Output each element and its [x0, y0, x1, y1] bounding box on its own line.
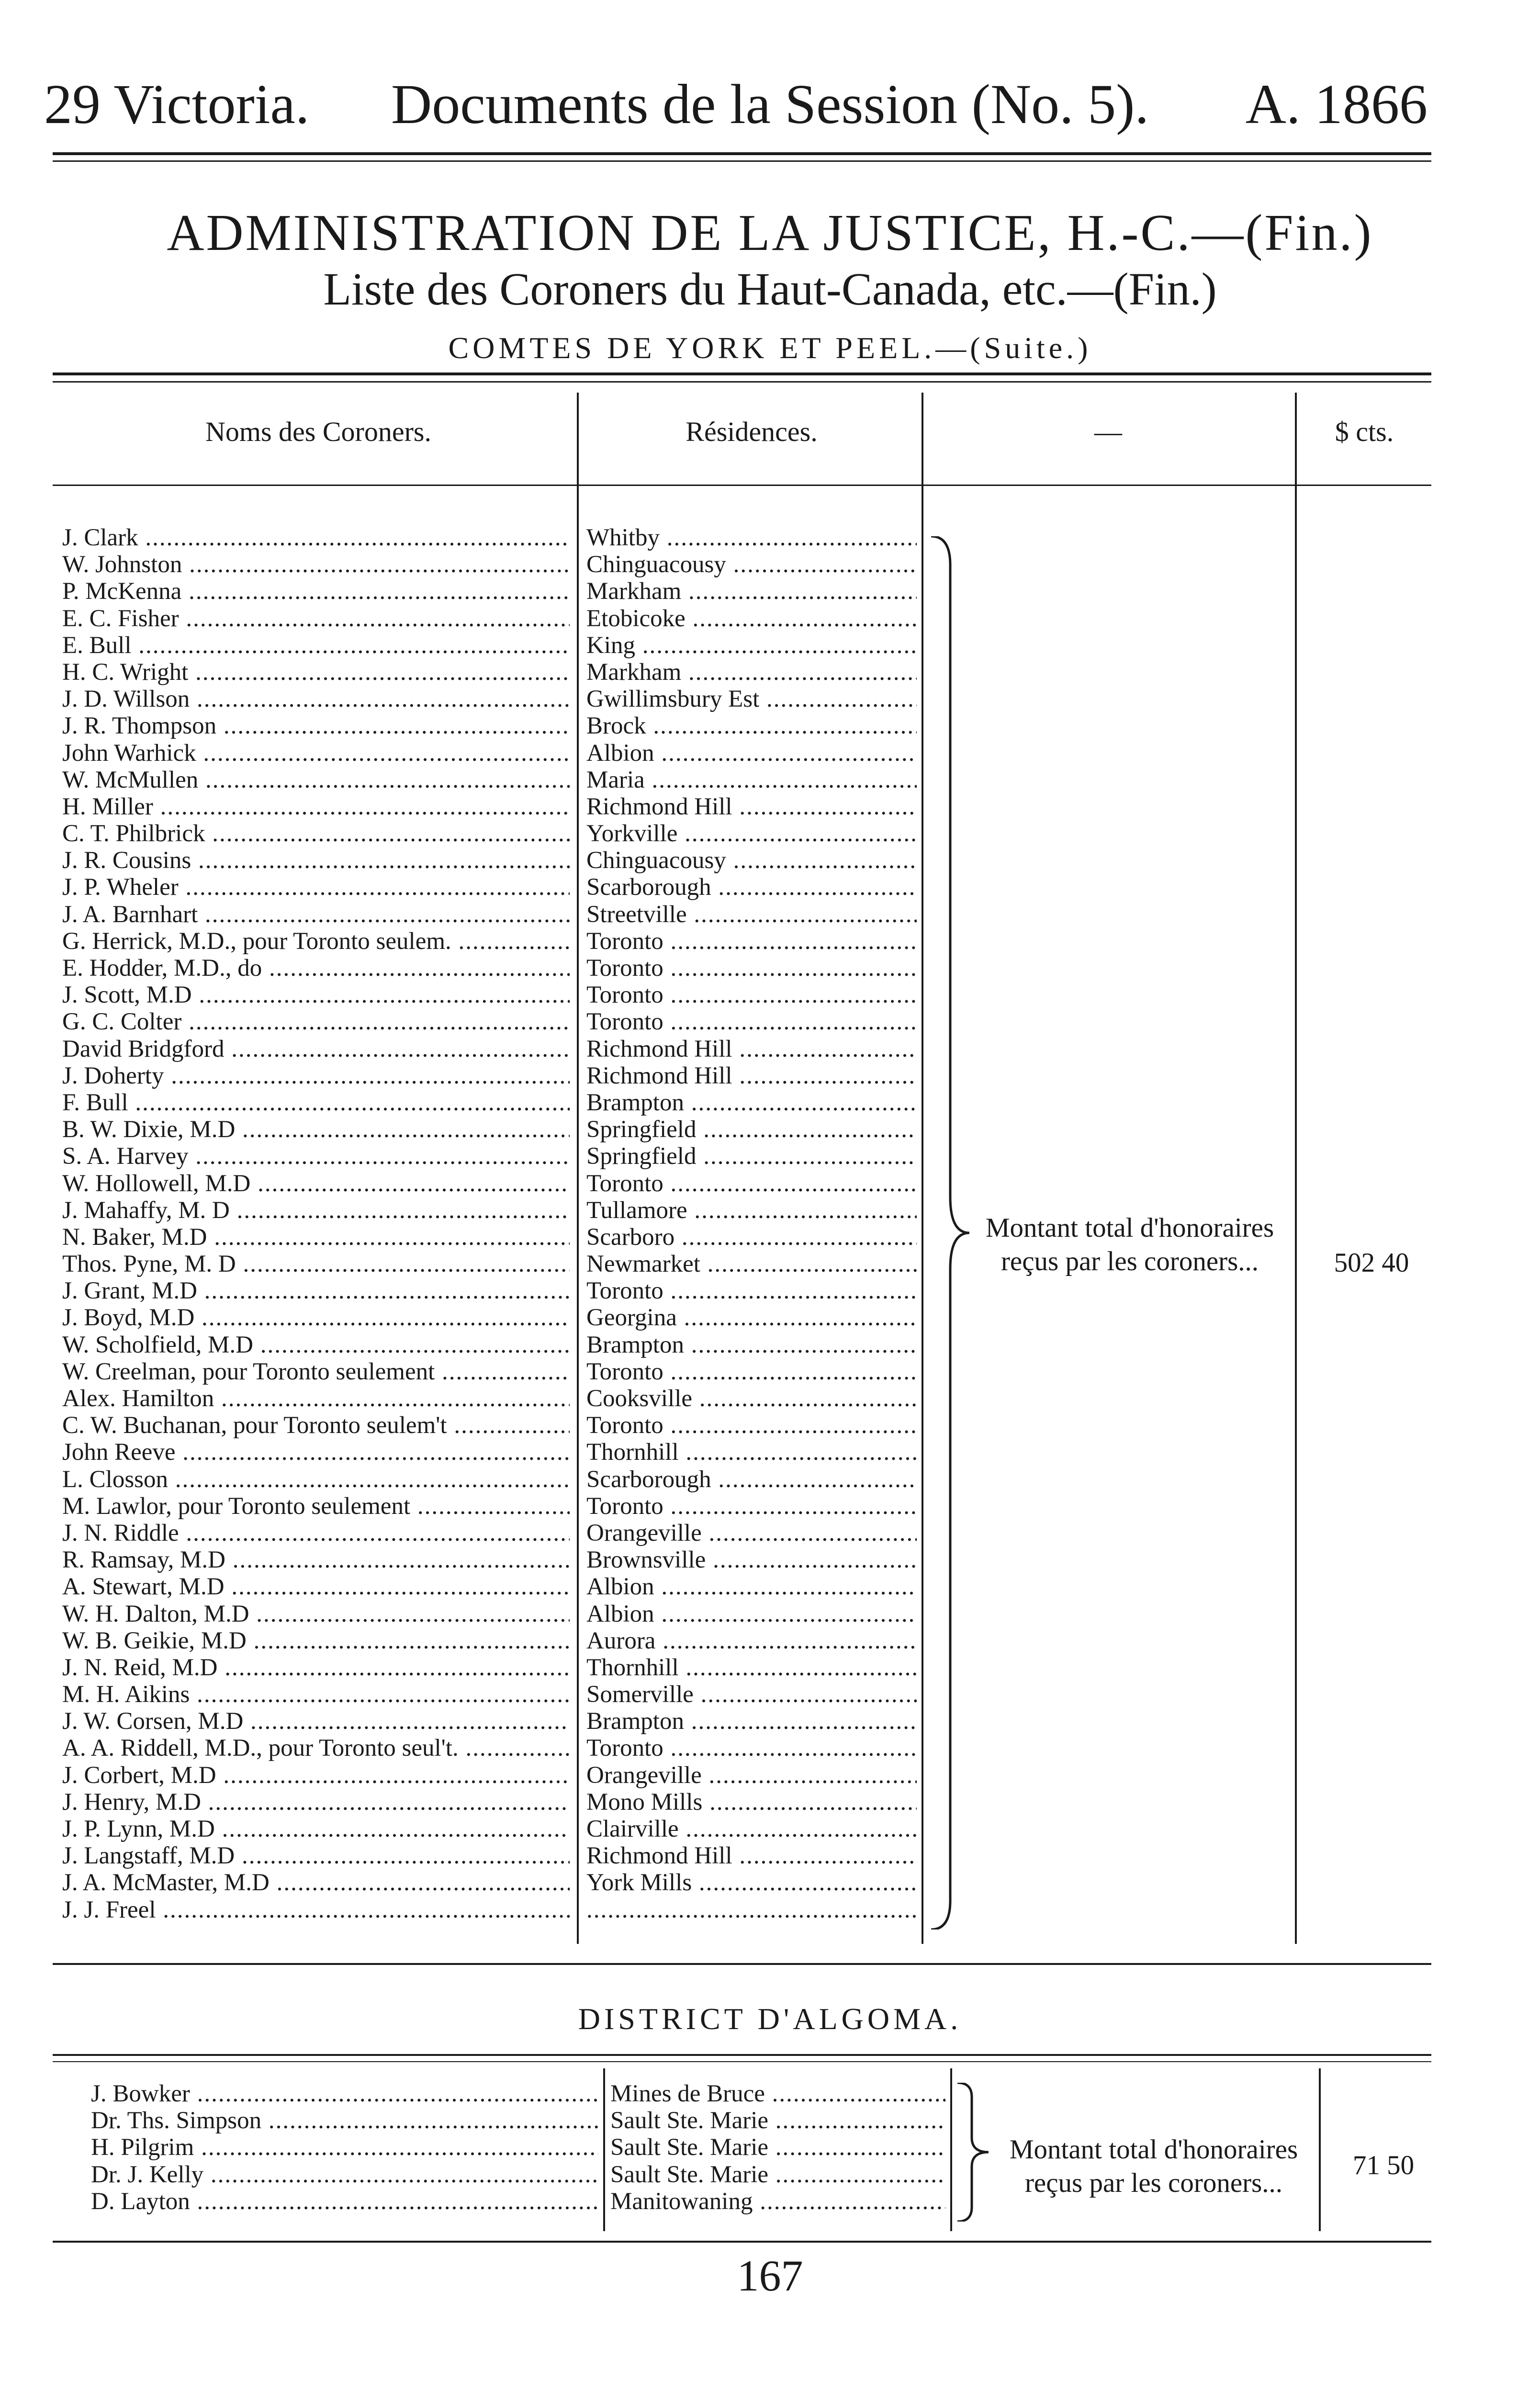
total-label-york-peel: Montant total d'honoraires reçus par les coroners...: [985, 1213, 1274, 1276]
york_peel-residence: Thornhill .....: [586, 1654, 917, 1681]
table-top-rule-thin: [53, 381, 1431, 383]
york_peel-residence: Richmond Hill .....: [586, 793, 917, 820]
york_peel-name: John Warhick .....: [62, 740, 570, 767]
section-title-york-peel: COMTES DE YORK ET PEEL.—(Suite.): [448, 331, 1092, 365]
york_peel-name: David Bridgford .....: [62, 1036, 570, 1062]
york_peel-residence: Toronto .....: [586, 1358, 917, 1385]
york_peel-name: J. J. Freel .....: [62, 1896, 570, 1923]
running-header-center: Documents de la Session (No. 5).: [391, 73, 1149, 135]
york_peel-residence: Albion .....: [586, 1601, 917, 1627]
york_peel-name: Thos. Pyne, M. D .....: [62, 1251, 570, 1277]
york_peel-name: J. N. Reid, M.D .....: [62, 1654, 570, 1681]
york_peel-name: W. Johnston .....: [62, 551, 570, 578]
column-header-amount: $ cts.: [1335, 416, 1394, 447]
york_peel-residence: Tullamore .....: [586, 1197, 917, 1224]
algoma-residence: Sault Ste. Marie .....: [610, 2134, 945, 2161]
york_peel-name: P. McKenna .....: [62, 578, 570, 605]
york_peel-residence: Toronto .....: [586, 1493, 917, 1520]
york_peel-name: J. P. Wheler .....: [62, 874, 570, 901]
table-top-rule: [53, 372, 1431, 375]
york_peel-name: W. H. Dalton, M.D .....: [62, 1601, 570, 1627]
york_peel-residence: Albion .....: [586, 1573, 917, 1600]
york_peel-name: M. H. Aikins .....: [62, 1681, 570, 1708]
york_peel-residence: Toronto .....: [586, 1277, 917, 1304]
york_peel-name: R. Ramsay, M.D .....: [62, 1546, 570, 1573]
header-rule-bottom: [53, 160, 1431, 162]
york_peel-residence: Aurora .....: [586, 1627, 917, 1654]
document-subtitle: Liste des Coroners du Haut-Canada, etc.—(Fin.): [323, 263, 1217, 315]
york_peel-residence: Cooksville .....: [586, 1385, 917, 1412]
algoma-residence: Manitowaning .....: [610, 2188, 945, 2215]
york_peel-residence: York Mills .....: [586, 1869, 917, 1896]
york_peel-name: J. N. Riddle .....: [62, 1520, 570, 1546]
column-header-dash: —: [1094, 416, 1122, 447]
york_peel-residence: Markham .....: [586, 578, 917, 605]
column-header-residences: Résidences.: [686, 416, 818, 447]
section-end-rule: [53, 1963, 1431, 1965]
york_peel-residence: Richmond Hill .....: [586, 1062, 917, 1089]
york_peel-residence: Georgina .....: [586, 1304, 917, 1331]
york_peel-name: J. Henry, M.D .....: [62, 1789, 570, 1816]
york_peel-residence: Richmond Hill .....: [586, 1036, 917, 1062]
header-rule-top: [53, 152, 1431, 155]
york_peel-name: A. Stewart, M.D .....: [62, 1573, 570, 1600]
algoma-name: Dr. Ths. Simpson .....: [91, 2107, 598, 2134]
york_peel-residence: Toronto .....: [586, 955, 917, 982]
york_peel-residence: Chinguacousy .....: [586, 551, 917, 578]
york_peel-residence: Springfield .....: [586, 1116, 917, 1143]
york_peel-name: L. Closson .....: [62, 1466, 570, 1493]
york_peel-name: E. Hodder, M.D., do .....: [62, 955, 570, 982]
algoma-name: J. Bowker .....: [91, 2080, 598, 2107]
york_peel-name: G. Herrick, M.D., pour Toronto seulem. .....: [62, 928, 570, 955]
column-divider: [1295, 393, 1297, 1944]
york_peel-name: W. Scholfield, M.D .....: [62, 1332, 570, 1358]
york_peel-residence: Toronto .....: [586, 982, 917, 1008]
york_peel-residence: Streetville .....: [586, 901, 917, 928]
column-divider: [577, 393, 579, 1944]
york_peel-name: John Reeve .....: [62, 1439, 570, 1466]
york_peel-residence: King .....: [586, 632, 917, 659]
york_peel-residence: Scarborough .....: [586, 874, 917, 901]
york_peel-name: C. W. Buchanan, pour Toronto seulem't .....: [62, 1412, 570, 1439]
york_peel-residence: Brampton .....: [586, 1089, 917, 1116]
york_peel-residence: Toronto .....: [586, 1170, 917, 1197]
york_peel-residence: Albion .....: [586, 740, 917, 767]
york_peel-name: E. C. Fisher .....: [62, 605, 570, 632]
york_peel-residence: Orangeville .....: [586, 1520, 917, 1546]
york_peel-name: J. R. Thompson .....: [62, 712, 570, 739]
york_peel-name: C. T. Philbrick .....: [62, 820, 570, 847]
york_peel-residence: Brampton .....: [586, 1708, 917, 1735]
algoma-residence: Sault Ste. Marie .....: [610, 2107, 945, 2134]
algoma-name: D. Layton .....: [91, 2188, 598, 2215]
york_peel-name: J. W. Corsen, M.D .....: [62, 1708, 570, 1735]
column-header-names: Noms des Coroners.: [205, 416, 431, 447]
algoma-residence: Mines de Bruce .....: [610, 2080, 945, 2107]
column-divider: [603, 2068, 605, 2231]
york_peel-name: W. Creelman, pour Toronto seulement .....: [62, 1358, 570, 1385]
total-label-algoma: Montant total d'honoraires reçus par les coroners...: [1009, 2134, 1298, 2198]
york_peel-name: F. Bull .....: [62, 1089, 570, 1116]
algoma-bottom-rule: [53, 2241, 1431, 2243]
algoma-residences-column: [610, 2080, 945, 2215]
york_peel-residence: Thornhill .....: [586, 1439, 917, 1466]
york_peel-name: N. Baker, M.D .....: [62, 1224, 570, 1251]
york_peel-residence: Toronto .....: [586, 1008, 917, 1035]
york_peel-name: Alex. Hamilton .....: [62, 1385, 570, 1412]
york_peel-name: M. Lawlor, pour Toronto seulement .....: [62, 1493, 570, 1520]
york_peel-residence: Gwillimsbury Est .....: [586, 686, 917, 712]
york_peel-name: J. P. Lynn, M.D .....: [62, 1816, 570, 1842]
document-title: ADMINISTRATION DE LA JUSTICE, H.-C.—(Fin.): [167, 204, 1373, 261]
york_peel-name: H. C. Wright .....: [62, 659, 570, 686]
york_peel-name: J. D. Willson .....: [62, 686, 570, 712]
algoma-top-rule-thin: [53, 2061, 1431, 2062]
york_peel-residence: Clairville .....: [586, 1816, 917, 1842]
york_peel-name: J. Grant, M.D .....: [62, 1277, 570, 1304]
york_peel-name: J. R. Cousins .....: [62, 847, 570, 874]
york_peel-residence: Etobicoke .....: [586, 605, 917, 632]
york_peel-residence: Maria .....: [586, 767, 917, 793]
york_peel-name: J. Mahaffy, M. D .....: [62, 1197, 570, 1224]
algoma-residence: Sault Ste. Marie .....: [610, 2161, 945, 2188]
york_peel-residence: Markham .....: [586, 659, 917, 686]
york_peel-name: J. Boyd, M.D .....: [62, 1304, 570, 1331]
algoma-names-column: [91, 2080, 598, 2215]
amount-algoma: 71 50: [1352, 2150, 1415, 2180]
york_peel-residence: Toronto .....: [586, 1735, 917, 1761]
york_peel-name: A. A. Riddell, M.D., pour Toronto seul't. .....: [62, 1735, 570, 1761]
section-title-algoma: DISTRICT D'ALGOMA.: [578, 2002, 962, 2036]
york_peel-residence: Scarboro .....: [586, 1224, 917, 1251]
york_peel-name: W. McMullen .....: [62, 767, 570, 793]
york_peel-residence: Richmond Hill .....: [586, 1842, 917, 1869]
york_peel-name: S. A. Harvey .....: [62, 1143, 570, 1170]
york_peel-name: J. Langstaff, M.D .....: [62, 1842, 570, 1869]
algoma-name: H. Pilgrim .....: [91, 2134, 598, 2161]
algoma-name: Dr. J. Kelly .....: [91, 2161, 598, 2188]
algoma-top-rule: [53, 2054, 1431, 2056]
amount-york-peel: 502 40: [1334, 1248, 1409, 1278]
york_peel-name: J. Scott, M.D .....: [62, 982, 570, 1008]
york_peel-residence: Toronto .....: [586, 1412, 917, 1439]
page-number: 167: [737, 2251, 803, 2300]
york_peel-name: J. Clark .....: [62, 524, 570, 551]
york_peel-residence: [586, 1896, 917, 1923]
york_peel-name: W. B. Geikie, M.D .....: [62, 1627, 570, 1654]
york_peel-name: H. Miller .....: [62, 793, 570, 820]
york_peel-residence: Yorkville .....: [586, 820, 917, 847]
york-peel-residences-column: [586, 524, 917, 1923]
york_peel-residence: Scarborough .....: [586, 1466, 917, 1493]
york_peel-name: G. C. Colter .....: [62, 1008, 570, 1035]
york_peel-residence: Mono Mills .....: [586, 1789, 917, 1816]
york_peel-residence: Springfield .....: [586, 1143, 917, 1170]
york_peel-residence: Newmarket .....: [586, 1251, 917, 1277]
york_peel-residence: Toronto .....: [586, 928, 917, 955]
york_peel-name: J. Corbert, M.D .....: [62, 1762, 570, 1789]
york_peel-residence: Brock .....: [586, 712, 917, 739]
york_peel-residence: Whitby .....: [586, 524, 917, 551]
york_peel-residence: Orangeville .....: [586, 1762, 917, 1789]
york_peel-name: B. W. Dixie, M.D .....: [62, 1116, 570, 1143]
york_peel-residence: Somerville .....: [586, 1681, 917, 1708]
york_peel-name: J. Doherty .....: [62, 1062, 570, 1089]
york_peel-name: J. A. McMaster, M.D .....: [62, 1869, 570, 1896]
york_peel-name: W. Hollowell, M.D .....: [62, 1170, 570, 1197]
running-header-left: 29 Victoria.: [44, 73, 310, 135]
york_peel-residence: Chinguacousy .....: [586, 847, 917, 874]
york_peel-name: J. A. Barnhart .....: [62, 901, 570, 928]
york_peel-residence: Brownsville .....: [586, 1546, 917, 1573]
york-peel-names-column: [62, 524, 570, 1923]
running-header-right: A. 1866: [1245, 73, 1428, 135]
column-divider: [950, 2068, 952, 2231]
column-header-rule: [53, 485, 1431, 486]
york_peel-residence: Brampton .....: [586, 1332, 917, 1358]
york_peel-name: E. Bull .....: [62, 632, 570, 659]
